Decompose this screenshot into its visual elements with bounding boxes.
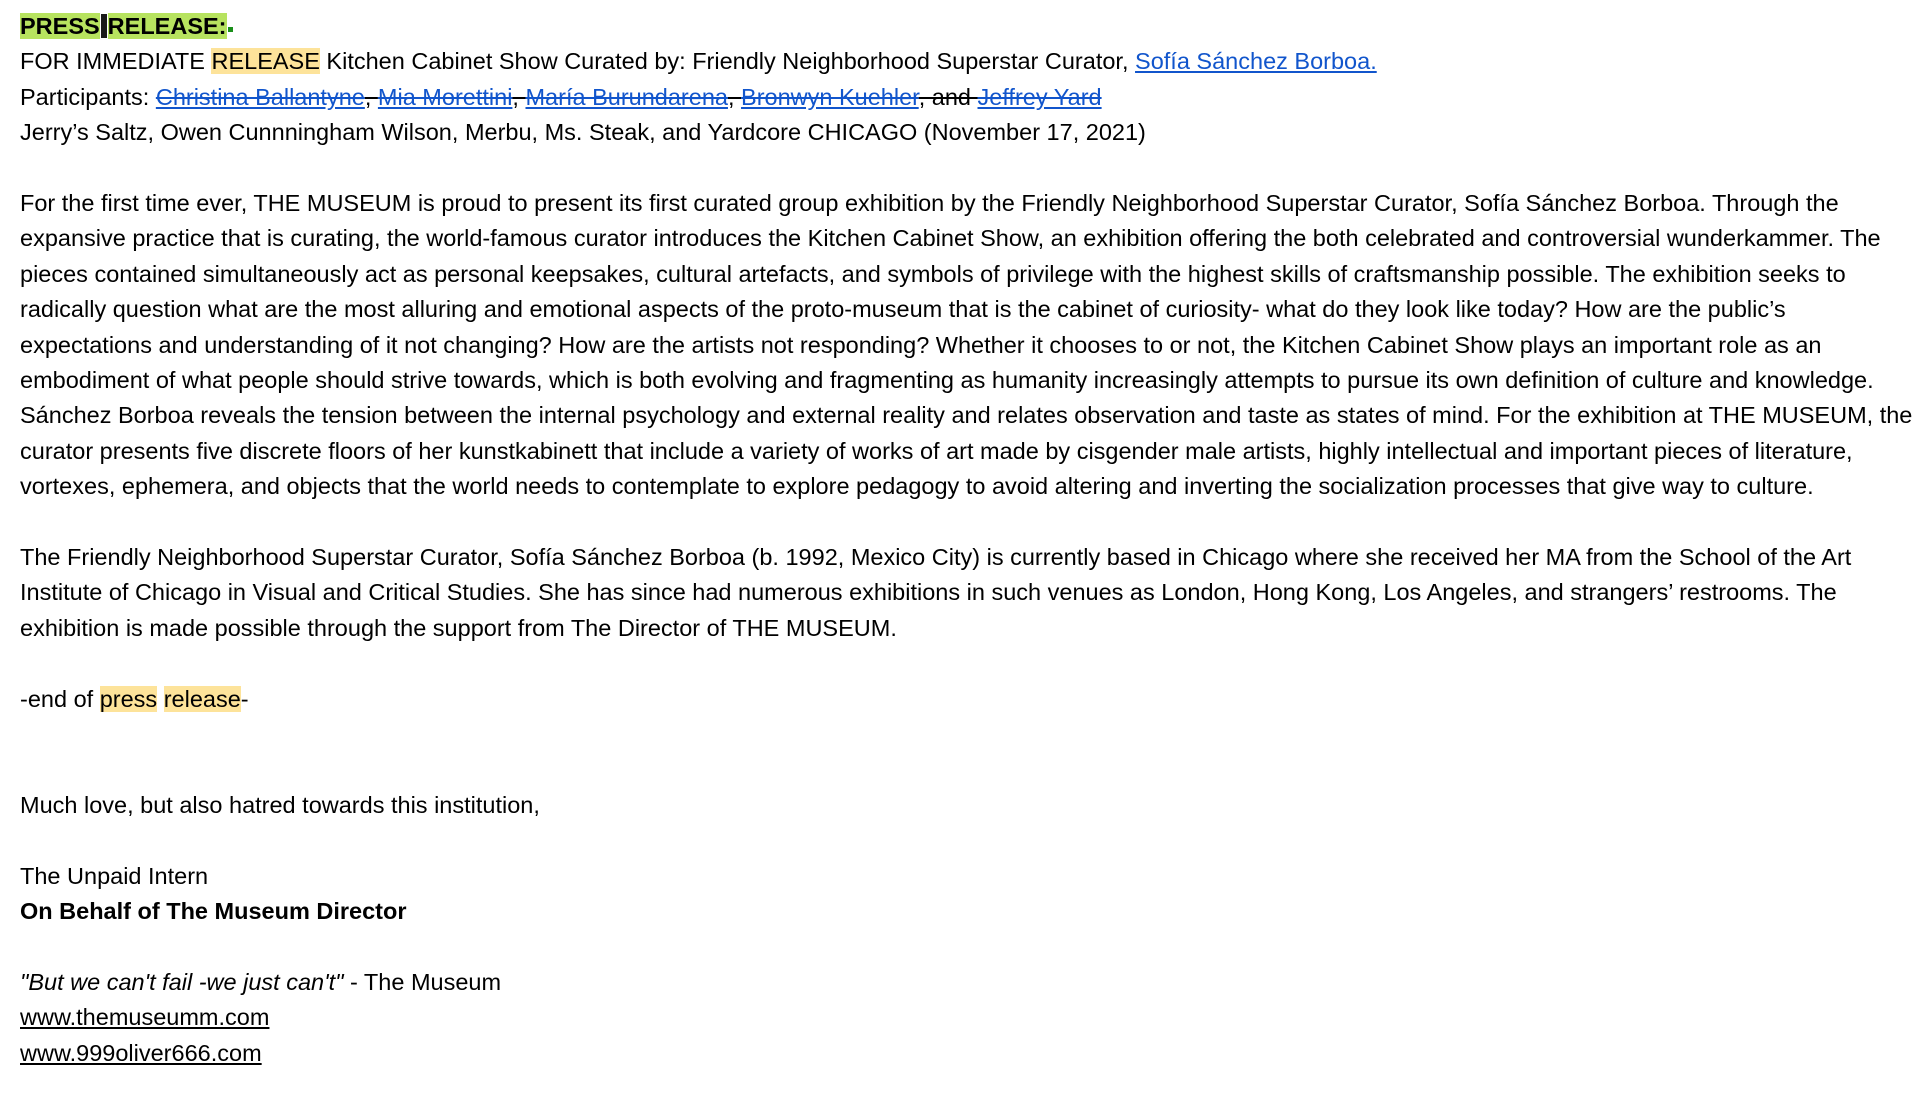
- participant-link-2[interactable]: Mia Morettini: [377, 83, 513, 110]
- participant-sep-1: ,: [364, 83, 378, 110]
- participant-link-4[interactable]: Bronwyn Kuehler: [741, 83, 919, 110]
- blank-line: [20, 823, 1920, 858]
- on-behalf-line: [20, 894, 1920, 929]
- end-release: release: [163, 685, 241, 712]
- end-press: press: [99, 685, 158, 712]
- title-release: RELEASE: [107, 13, 219, 39]
- participant-link-5[interactable]: Jeffrey Yard: [977, 83, 1102, 110]
- participants-line: [20, 80, 1920, 115]
- document-body: [20, 9, 1920, 1071]
- participants-continued: Jerry’s Saltz, Owen Cunnningham Wilson, Merbu, Ms. Steak, and Yardcore CHICAGO (November 17, 2021): [20, 119, 1146, 146]
- link-line-2: [20, 1036, 1920, 1071]
- text-cursor: [101, 14, 107, 38]
- link-line-1: [20, 1000, 1920, 1035]
- blank-line: [20, 929, 1920, 964]
- curator-link[interactable]: Sofía Sánchez Borboa.: [1135, 48, 1377, 75]
- paragraph-curator-bio: The Friendly Neighborhood Superstar Curator, Sofía Sánchez Borboa (b. 1992, Mexico City) is currently based in Chicago where she received her MA from the School of the Art Institute of Chicago in Visual and Critical Studies. She has since had numerous exhibitions in such venues as London, Hong Kong, Los Angeles, and strangers’ restrooms. The exhibition is made possible through the support from The Director of THE MUSEUM.: [20, 544, 1852, 641]
- title-press: PRESS: [20, 13, 100, 39]
- blank-line: [20, 646, 1920, 681]
- website-link-2[interactable]: www.999oliver666.com: [20, 1039, 262, 1066]
- end-suffix: -: [240, 685, 249, 712]
- signoff: Much love, but also hatred towards this institution,: [20, 791, 540, 818]
- title-colon: :: [218, 13, 227, 39]
- paragraph-exhibition: For the first time ever, THE MUSEUM is proud to present its first curated group exhibition by the Friendly Neighborhood Superstar Curator, Sofía Sánchez Borboa. Through the expansive practice that is curating, the world-famous curator introduces the Kitchen Cabinet Show, an exhibition offering the both celebrated and controversial wunderkammer. The pieces contained simultaneously act as personal keepsakes, cultural artefacts, and symbols of privilege with the highest skills of craftsmanship possible. The exhibition seeks to radically question what are the most alluring and emotional aspects of the proto-museum that is the cabinet of curiosity- what do they look like today? How are the public’s expectations and understanding of it not changing? How are the artists not responding? Whether it chooses to or not, the Kitchen Cabinet Show plays an important role as an embodiment of what people should strive towards, which is both evolving and fragmenting as humanity increasingly attempts to pursue its own definition of culture and knowledge. Sánchez Borboa reveals the tension between the internal psychology and external reality and relates observation and taste as states of mind. For the exhibition at THE MUSEUM, the curator presents five discrete floors of her kunstkabinett that include a variety of works of art made by cisgender male artists, highly intellectual and important pieces of literature, vortexes, ephemera, and objects that the world needs to contemplate to explore pedagogy to avoid altering and inverting the socialization processes that give way to culture.: [20, 190, 1913, 500]
- participant-sep-3: ,: [727, 83, 742, 110]
- blank-line: [20, 505, 1920, 540]
- blank-line: [20, 752, 1920, 787]
- participants-label: Participants:: [20, 83, 156, 110]
- website-link-1[interactable]: www.themuseumm.com: [20, 1004, 270, 1031]
- release-highlight: RELEASE: [211, 48, 320, 75]
- selection-handle[interactable]: [228, 27, 233, 32]
- on-behalf-bold: On Behalf of The Museum Director: [20, 898, 407, 925]
- blank-line: [20, 151, 1920, 186]
- signature: The Unpaid Intern: [20, 862, 209, 889]
- participant-sep-2: ,: [512, 83, 526, 110]
- participant-link-3[interactable]: María Burundarena: [525, 83, 728, 110]
- quote-line: [20, 965, 1920, 1000]
- participant-sep-4: , and: [918, 83, 978, 110]
- blank-line: [20, 717, 1920, 752]
- participant-link-1[interactable]: Christina Ballantyne: [155, 83, 365, 110]
- end-space: [157, 686, 164, 712]
- release-line: [20, 44, 1920, 79]
- quote-attribution: - The Museum: [343, 968, 502, 995]
- end-line: [20, 682, 1920, 717]
- quote-text: "But we can't fail -we just can't": [20, 968, 344, 995]
- title-line: [20, 9, 1920, 44]
- end-prefix: -end of: [20, 685, 100, 712]
- release-prefix: FOR IMMEDIATE: [20, 48, 212, 75]
- release-middle: Kitchen Cabinet Show Curated by: Friendly Neighborhood Superstar Curator,: [319, 48, 1136, 75]
